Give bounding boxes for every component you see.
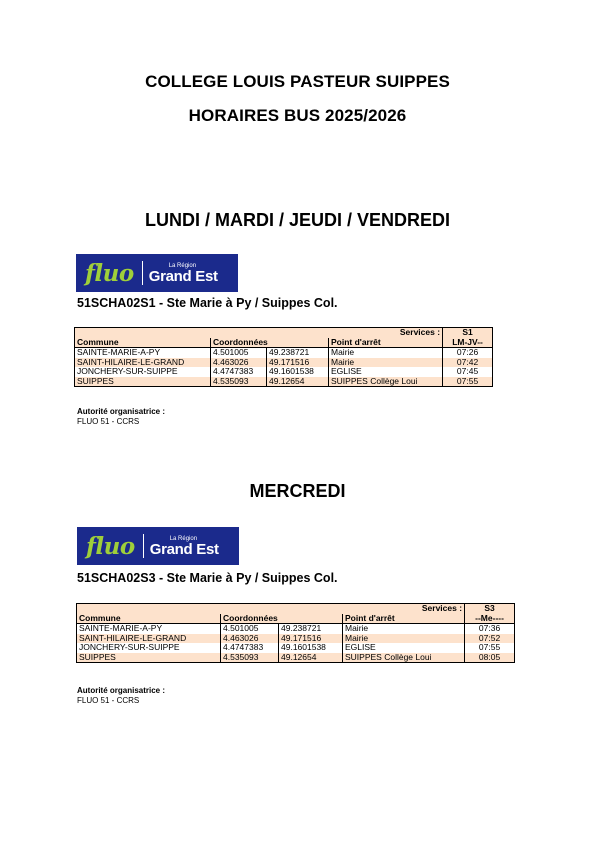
cell-commune: JONCHERY-SUR-SUIPPE xyxy=(75,367,211,377)
cell-stop: Mairie xyxy=(329,348,443,358)
authority-label: Autorité organisatrice : xyxy=(77,407,166,416)
cell-commune: SUIPPES xyxy=(77,653,221,663)
table-services-row xyxy=(75,328,493,338)
service-code: S1 xyxy=(462,327,473,337)
cell-lat: 49.238721 xyxy=(279,624,343,634)
cell-stop: Mairie xyxy=(343,634,465,644)
cell-time: 07:55 xyxy=(478,643,501,652)
cell-lat: 49.1601538 xyxy=(279,643,343,653)
cell-commune: SAINTE-MARIE-A-PY xyxy=(75,348,211,358)
cell-commune: SUIPPES xyxy=(75,377,211,387)
section-2-day-title: MERCREDI xyxy=(249,481,346,501)
cell-lon: 4.501005 xyxy=(221,624,279,634)
region-mark xyxy=(149,263,218,284)
cell-commune: SAINT-HILAIRE-LE-GRAND xyxy=(77,634,221,644)
region-big-text: Grand Est xyxy=(148,267,218,285)
section-1-day-title: LUNDI / MARDI / JEUDI / VENDREDI xyxy=(144,210,451,230)
cell-lat: 49.1601538 xyxy=(267,367,329,377)
document-subtitle: HORAIRES BUS 2025/2026 xyxy=(188,106,407,125)
region-mark xyxy=(150,536,219,557)
table-row xyxy=(75,377,493,387)
cell-lon: 4.4747383 xyxy=(221,643,279,653)
cell-stop: Mairie xyxy=(329,358,443,368)
col-point-arret: Point d'arrêt xyxy=(343,614,465,624)
cell-lat: 49.12654 xyxy=(279,653,343,663)
cell-stop: SUIPPES Collège Loui xyxy=(329,377,443,387)
cell-lon: 4.463026 xyxy=(211,358,267,368)
table-row xyxy=(75,367,493,377)
document-title: COLLEGE LOUIS PASTEUR SUIPPES xyxy=(145,72,450,91)
col-coordonnees: Coordonnées xyxy=(211,338,329,348)
table-row xyxy=(77,624,515,634)
section-1-route: 51SCHA02S1 - Ste Marie à Py / Suippes Col. xyxy=(77,296,338,310)
region-small-text: La Région xyxy=(169,535,198,542)
table-row xyxy=(77,634,515,644)
cell-commune: JONCHERY-SUR-SUIPPE xyxy=(77,643,221,653)
cell-time: 07:42 xyxy=(443,358,493,368)
cell-lat: 49.171516 xyxy=(267,358,329,368)
col-commune: Commune xyxy=(77,614,221,624)
table-row xyxy=(75,348,493,358)
cell-lon: 4.501005 xyxy=(211,348,267,358)
cell-lat: 49.171516 xyxy=(279,634,343,644)
col-coordonnees: Coordonnées xyxy=(221,614,343,624)
authority-value: FLUO 51 - CCRS xyxy=(77,696,140,705)
section-2-authority xyxy=(77,686,165,706)
cell-lat: 49.238721 xyxy=(267,348,329,358)
cell-time: 07:26 xyxy=(456,347,479,357)
col-point-arret: Point d'arrêt xyxy=(329,338,443,348)
table-row xyxy=(77,643,515,653)
services-label: Services : xyxy=(77,604,465,614)
cell-lon: 4.4747383 xyxy=(211,367,267,377)
cell-stop: EGLISE xyxy=(329,367,443,377)
logo-divider xyxy=(143,534,144,558)
table-row xyxy=(75,358,493,368)
authority-label: Autorité organisatrice : xyxy=(77,686,166,695)
service-code: S3 xyxy=(484,603,495,613)
fluo-brand: fluo xyxy=(85,259,134,287)
cell-commune: SAINTE-MARIE-A-PY xyxy=(77,624,221,634)
services-label: Services : xyxy=(75,328,443,338)
col-service-days: LM-JV-- xyxy=(443,338,493,348)
region-small-text: La Région xyxy=(168,262,197,269)
authority-value: FLUO 51 - CCRS xyxy=(77,417,140,426)
cell-lon: 4.535093 xyxy=(221,653,279,663)
section-1-schedule-table xyxy=(74,327,493,387)
cell-stop: Mairie xyxy=(343,624,465,634)
cell-time: 07:45 xyxy=(456,367,479,376)
region-big-text: Grand Est xyxy=(149,540,219,558)
cell-stop: EGLISE xyxy=(343,643,465,653)
cell-time: 07:36 xyxy=(478,623,501,633)
col-service-days: --Me---- xyxy=(465,614,515,624)
table-services-row xyxy=(77,604,515,614)
fluo-grand-est-logo xyxy=(77,527,239,565)
section-1-authority xyxy=(77,407,165,427)
cell-stop: SUIPPES Collège Loui xyxy=(343,653,465,663)
cell-lat: 49.12654 xyxy=(267,377,329,387)
cell-lon: 4.463026 xyxy=(221,634,279,644)
cell-lon: 4.535093 xyxy=(211,377,267,387)
section-2-route: 51SCHA02S3 - Ste Marie à Py / Suippes Col. xyxy=(77,571,338,585)
logo-divider xyxy=(142,261,143,285)
cell-time: 07:52 xyxy=(465,634,515,644)
table-row xyxy=(77,653,515,663)
cell-time: 08:05 xyxy=(465,653,515,663)
col-commune: Commune xyxy=(75,338,211,348)
table-header-row xyxy=(75,338,493,348)
fluo-grand-est-logo xyxy=(76,254,238,292)
section-2-schedule-table xyxy=(76,603,515,663)
table-header-row xyxy=(77,614,515,624)
fluo-brand: fluo xyxy=(86,532,135,560)
cell-time: 07:55 xyxy=(443,377,493,387)
cell-commune: SAINT-HILAIRE-LE-GRAND xyxy=(75,358,211,368)
